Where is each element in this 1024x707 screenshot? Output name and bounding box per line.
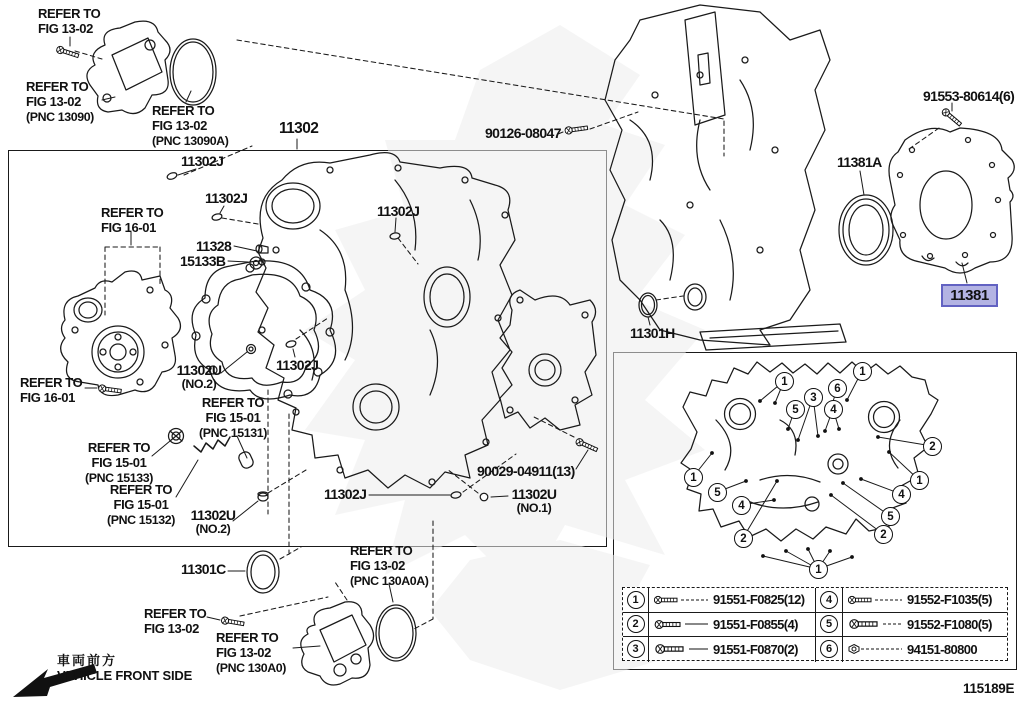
refer-fig1601-top: REFER TO FIG 16-01 (101, 205, 164, 236)
legend-callout-3: 3 (627, 640, 645, 658)
vehicle-front-label-jp: 車両前方 (57, 654, 118, 669)
part-90029-04911: 90029-04911(13) (477, 463, 575, 479)
bolt-icon (848, 594, 904, 606)
callout-circle-4: 4 (732, 496, 751, 515)
callout-circle-1: 1 (775, 372, 794, 391)
part-91553-80614: 91553-80614(6) (923, 88, 1015, 104)
legend-part-number: 91551-F0870(2) (713, 641, 798, 657)
bolt-legend-table (622, 587, 1008, 661)
part-11302u-no1: 11302U (NO.1) (511, 486, 557, 515)
refer-fig1501-pnc15132: REFER TO FIG 15-01 (PNC 15132) (107, 482, 175, 527)
refer-fig1302-pnc13090a: REFER TO FIG 13-02 (PNC 13090A) (152, 103, 229, 148)
refer-fig1601-bottom: REFER TO FIG 16-01 (20, 375, 83, 406)
callout-circle-1: 1 (684, 468, 703, 487)
bolt-icon (221, 616, 245, 627)
refer-fig1501-pnc15131: REFER TO FIG 15-01 (PNC 15131) (199, 395, 267, 440)
callout-circle-1: 1 (910, 471, 929, 490)
callout-circle-4: 4 (892, 485, 911, 504)
legend-part-number: 91551-F0855(4) (713, 616, 798, 632)
legend-callout-2: 2 (627, 615, 645, 633)
vehicle-front-label-en: VEHICLE FRONT SIDE (57, 668, 193, 683)
refer-fig1501-pnc15133: REFER TO FIG 15-01 (PNC 15133) (85, 440, 153, 485)
legend-part-cell (843, 613, 1007, 638)
o-ring-bottom-drawing (376, 605, 416, 661)
legend-num-cell (623, 588, 649, 613)
legend-num-cell (623, 637, 649, 662)
part-15133b: 15133B (180, 253, 226, 269)
bolt-icon (654, 594, 710, 606)
bolt-icon (654, 618, 710, 630)
part-11302: 11302 (279, 120, 319, 137)
legend-part-cell (843, 637, 1007, 662)
callout-circle-5: 5 (708, 483, 727, 502)
legend-num-cell (816, 613, 843, 638)
callout-circle-4: 4 (824, 400, 843, 419)
legend-callout-1: 1 (627, 591, 645, 609)
legend-part-cell (843, 588, 1007, 613)
bolt-icon (56, 45, 80, 59)
part-11381a: 11381A (837, 154, 882, 170)
highlighted-part-11381[interactable]: 11381 (941, 284, 998, 307)
refer-fig1302-pnc130a0: REFER TO FIG 13-02 (PNC 130A0) (216, 630, 286, 675)
callout-circle-1: 1 (809, 560, 828, 579)
bolt-icon (848, 618, 904, 630)
figure-number: 115189E (963, 681, 1015, 696)
refer-fig1302-pnc13090: REFER TO FIG 13-02 (PNC 13090) (26, 79, 94, 124)
legend-callout-4: 4 (820, 591, 838, 609)
refer-fig1302-bottomleft: REFER TO FIG 13-02 (144, 606, 207, 637)
legend-part-number: 94151-80800 (907, 641, 978, 657)
callout-circle-1: 1 (853, 362, 872, 381)
part-11302j-1: 11302J (181, 153, 224, 169)
part-11302j-3: 11302J (377, 203, 420, 219)
part-90126-08047: 90126-08047 (485, 125, 561, 141)
callout-circle-2: 2 (734, 529, 753, 548)
callout-circle-2: 2 (874, 525, 893, 544)
legend-num-cell (816, 637, 843, 662)
legend-num-cell (816, 588, 843, 613)
part-11302j-2: 11302J (205, 190, 248, 206)
legend-part-number: 91552-F1080(5) (907, 616, 992, 632)
rear-oil-seal-11381a-drawing (839, 195, 893, 265)
part-11302u-no2-a: 11302U (NO.2) (176, 362, 222, 391)
callout-circle-6: 6 (828, 379, 847, 398)
legend-callout-6: 6 (820, 640, 838, 658)
legend-part-cell (649, 588, 816, 613)
legend-part-cell (649, 637, 816, 662)
part-11302j-4: 11302J (276, 357, 319, 373)
part-11302u-no2-b: 11302U (NO.2) (190, 507, 236, 536)
refer-fig1302-pnc130a0a: REFER TO FIG 13-02 (PNC 130A0A) (350, 543, 429, 588)
callout-circle-5: 5 (881, 507, 900, 526)
bolt-icon (654, 643, 710, 655)
o-ring-top-drawing (170, 39, 216, 105)
callout-circle-2: 2 (923, 437, 942, 456)
part-11302j-5: 11302J (324, 486, 367, 502)
legend-part-number: 91551-F0825(12) (713, 592, 805, 608)
refer-fig1302-top: REFER TO FIG 13-02 (38, 6, 101, 37)
callout-circle-5: 5 (786, 400, 805, 419)
oil-seal-11301c-drawing (247, 551, 279, 593)
part-11301h: 11301H (630, 325, 675, 341)
legend-part-number: 91552-F1035(5) (907, 592, 992, 608)
legend-callout-5: 5 (820, 615, 838, 633)
rear-seal-retainer-11381-drawing (889, 128, 1014, 273)
legend-part-cell (649, 613, 816, 638)
nut-icon (848, 643, 904, 655)
callout-circle-3: 3 (804, 388, 823, 407)
legend-num-cell (623, 613, 649, 638)
part-11328: 11328 (196, 238, 232, 254)
part-11301c: 11301C (181, 561, 226, 577)
vacuum-pump-bottom-drawing (301, 602, 374, 685)
